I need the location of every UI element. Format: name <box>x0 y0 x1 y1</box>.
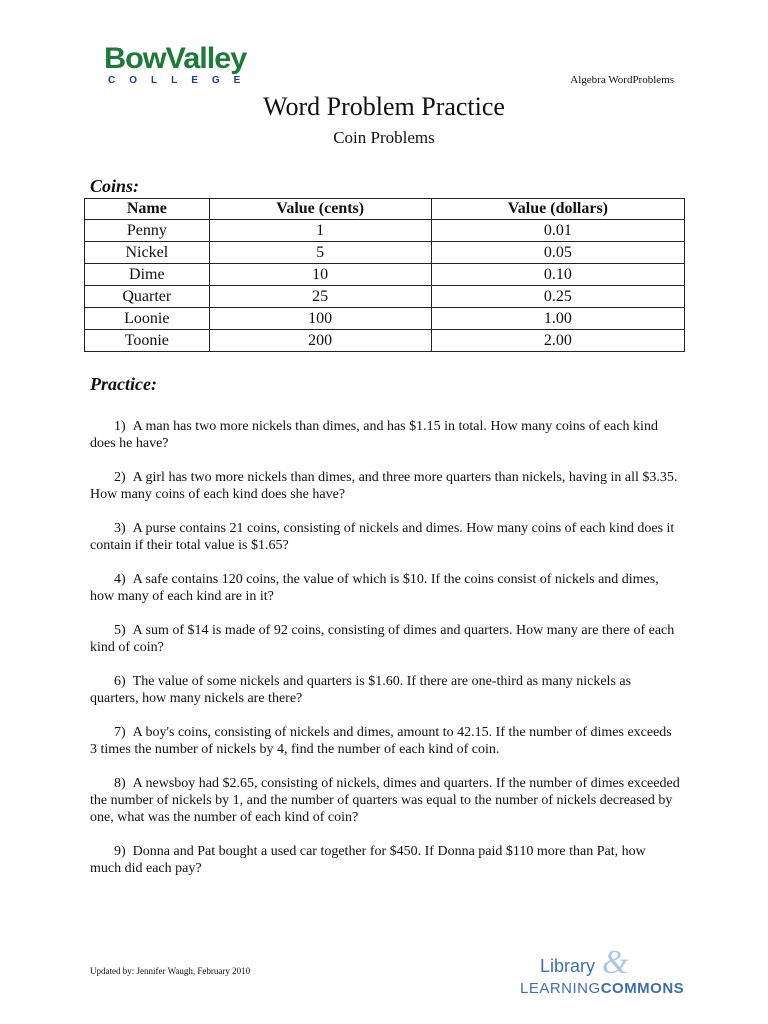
logo-commons-text: COMMONS <box>600 980 685 997</box>
table-row <box>85 308 685 330</box>
logo-learning-commons-text <box>520 980 684 997</box>
coin-cents-cell: 10 <box>209 264 431 286</box>
logo-subtitle: COLLEGE <box>108 75 255 86</box>
coin-cents-cell: 25 <box>209 286 431 308</box>
table-row <box>85 242 685 264</box>
updated-by-note: Updated by: Jennifer Waugh, February 2010 <box>90 966 251 976</box>
logo-library-text: Library <box>540 956 596 976</box>
coin-dollars-cell: 2.00 <box>431 330 684 352</box>
logo-learning-text: LEARNING <box>520 980 601 997</box>
practice-problem: 3) A purse contains 21 coins, consisting of nickels and dimes. How many coins of each kind does it contain if their total value is $1.65? <box>90 521 675 553</box>
coin-name-cell: Penny <box>85 220 210 242</box>
coin-dollars-cell: 1.00 <box>431 308 684 330</box>
practice-problem: 9) Donna and Pat bought a used car together for $450. If Donna paid $110 more than Pat, how much did each pay? <box>90 844 646 876</box>
coin-name-cell: Toonie <box>85 330 210 352</box>
coin-name-cell: Nickel <box>85 242 210 264</box>
coin-dollars-cell: 0.05 <box>431 242 684 264</box>
practice-problem: 2) A girl has two more nickels than dimes, and three more quarters than nickels, having in all $3.35. How many coins of each kind does she have? <box>90 470 678 502</box>
coin-dollars-cell: 0.10 <box>431 264 684 286</box>
practice-problem: 5) A sum of $14 is made of 92 coins, consisting of dimes and quarters. How many are there of each kind of coin? <box>90 623 675 655</box>
practice-problem-list <box>90 418 680 894</box>
coin-name-cell: Loonie <box>85 308 210 330</box>
coin-cents-cell: 5 <box>209 242 431 264</box>
column-header-dollars: Value (dollars) <box>431 199 684 220</box>
logo-wordmark: BowValley <box>104 42 247 75</box>
coin-cents-cell: 100 <box>209 308 431 330</box>
table-row <box>85 286 685 308</box>
page-subtitle: Coin Problems <box>333 128 435 147</box>
table-row <box>85 220 685 242</box>
column-header-name: Name <box>85 199 210 220</box>
coin-name-cell: Dime <box>85 264 210 286</box>
coin-cents-cell: 1 <box>209 220 431 242</box>
page-title: Word Problem Practice <box>263 92 505 121</box>
coin-name-cell: Quarter <box>85 286 210 308</box>
practice-heading: Practice: <box>90 374 157 394</box>
table-row <box>85 264 685 286</box>
practice-problem: 6) The value of some nickels and quarters is $1.60. If there are one-third as many nickels as quarters, how many nickels are there? <box>90 674 632 706</box>
bow-valley-college-logo <box>104 42 255 92</box>
document-category: Algebra WordProblems <box>570 74 674 86</box>
practice-problem: 7) A boy's coins, consisting of nickels and dimes, amount to 42.15. If the number of dimes exceeds 3 times the number of nickels by 4, find the number of each kind of coin. <box>90 725 672 757</box>
coin-dollars-cell: 0.25 <box>431 286 684 308</box>
column-header-cents: Value (cents) <box>209 199 431 220</box>
coin-dollars-cell: 0.01 <box>431 220 684 242</box>
coins-table <box>84 198 685 352</box>
coins-heading: Coins: <box>90 176 140 196</box>
table-header-row <box>85 199 685 220</box>
logo-ampersand: & <box>602 944 629 981</box>
library-learning-commons-logo <box>518 944 688 1004</box>
practice-problem: 4) A safe contains 120 coins, the value of which is $10. If the coins consist of nickels and dimes, how many of each kind are in it? <box>90 572 659 604</box>
table-row <box>85 330 685 352</box>
practice-problem: 8) A newsboy had $2.65, consisting of nickels, dimes and quarters. If the number of dimes exceeded the number of nickels by 1, and the number of quarters was equal to the number of nickels decreased by one, what was the number of each kind of coin? <box>90 776 680 825</box>
practice-problem: 1) A man has two more nickels than dimes, and has $1.15 in total. How many coins of each kind does he have? <box>90 419 658 451</box>
coin-cents-cell: 200 <box>209 330 431 352</box>
